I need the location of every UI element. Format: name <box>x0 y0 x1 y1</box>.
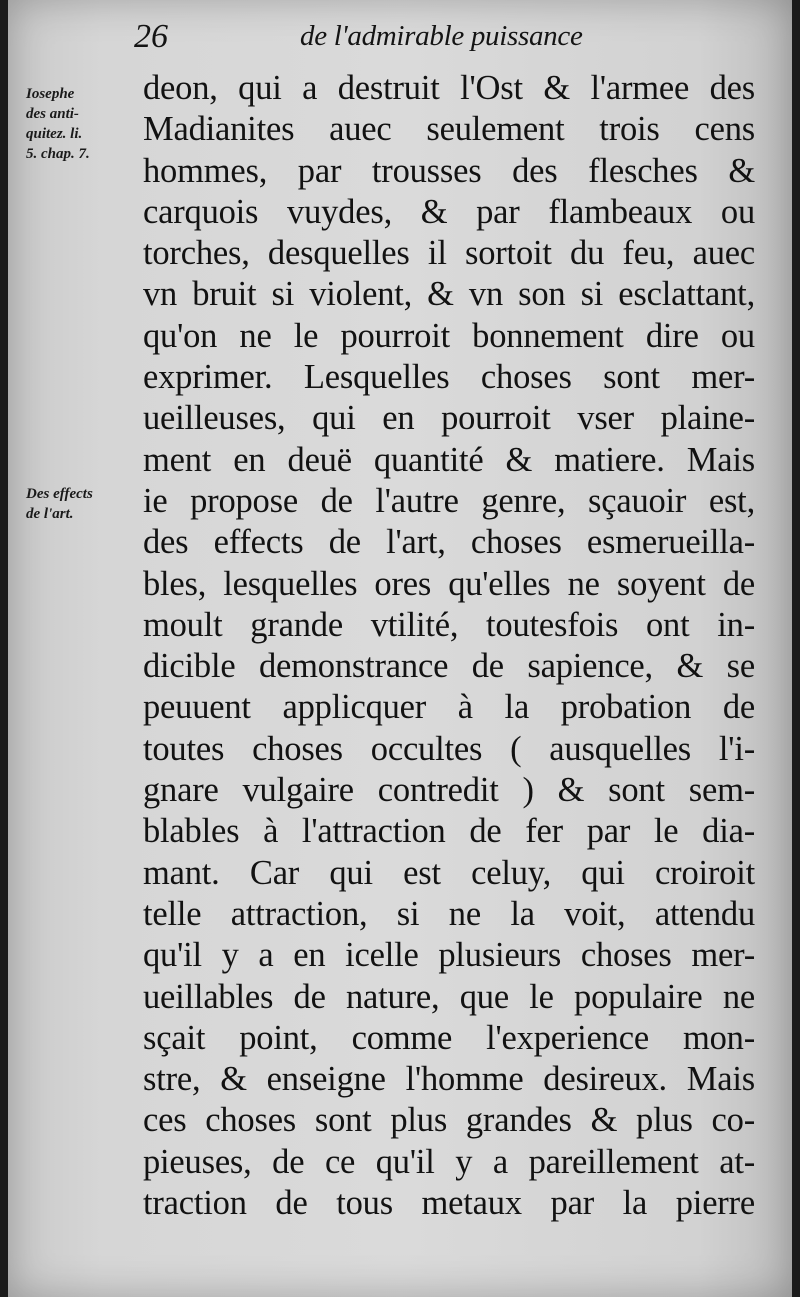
text-line: hommes, par trousses des flesches & <box>143 151 755 190</box>
running-title: de l'admirable puissance <box>300 20 583 52</box>
margin-note-josephus <box>26 84 146 164</box>
text-line: ie propose de l'autre genre, sçauoir est, <box>143 481 755 520</box>
text-line: dicible demonstrance de sapience, & se <box>143 647 755 686</box>
text-line: blables à l'attraction de fer par le dia- <box>143 812 755 851</box>
margin-note-line: de l'art. <box>26 506 74 522</box>
text-line: ueillables de nature, que le populaire ne <box>143 977 755 1016</box>
text-line: bles, lesquelles ores qu'elles ne soyent de <box>143 564 755 603</box>
text-line: peuuent applicquer à la probation de <box>143 688 755 727</box>
text-line: carquois vuydes, & par flambeaux ou <box>143 192 755 231</box>
text-line: torches, desquelles il sortoit du feu, auec <box>143 234 755 273</box>
margin-note-line: 5. chap. 7. <box>26 146 90 162</box>
text-line: telle attraction, si ne la voit, attendu <box>143 894 755 933</box>
book-page <box>8 0 792 1297</box>
margin-note-line: Iosephe <box>26 86 75 102</box>
margin-note-line: Des effects <box>26 486 93 502</box>
text-line: exprimer. Lesquelles choses sont mer- <box>143 358 755 397</box>
margin-note-line: des anti- <box>26 106 79 122</box>
text-line: qu'on ne le pourroit bonnement dire ou <box>143 316 755 355</box>
text-line: qu'il y a en icelle plusieurs choses mer- <box>143 936 755 975</box>
text-line: stre, & enseigne l'homme desireux. Mais <box>143 1060 755 1099</box>
text-line: des effects de l'art, choses esmerueilla- <box>143 523 755 562</box>
text-line: ces choses sont plus grandes & plus co- <box>143 1101 755 1140</box>
text-line: deon, qui a destruit l'Ost & l'armee des <box>143 69 755 107</box>
margin-note-effects <box>26 484 146 524</box>
text-line: vn bruit si violent, & vn son si esclattant, <box>143 275 755 314</box>
text-line: ueilleuses, qui en pourroit vser plaine- <box>143 399 755 438</box>
text-line: gnare vulgaire contredit ) & sont sem- <box>143 771 755 810</box>
text-line: pieuses, de ce qu'il y a pareillement at- <box>143 1142 755 1181</box>
text-line: ment en deuë quantité & matiere. Mais <box>143 440 755 479</box>
text-line: moult grande vtilité, toutesfois ont in- <box>143 605 755 644</box>
text-line: toutes choses occultes ( ausquelles l'i- <box>143 729 755 768</box>
page-number: 26 <box>134 18 168 55</box>
body-text <box>143 68 755 1224</box>
margin-note-line: quitez. li. <box>26 126 83 142</box>
text-line: sçait point, comme l'experience mon- <box>143 1018 755 1057</box>
text-line: traction de tous metaux par la pierre <box>143 1184 755 1223</box>
text-line: Madianites auec seulement trois cens <box>143 110 755 149</box>
text-line: mant. Car qui est celuy, qui croiroit <box>143 853 755 892</box>
page-header <box>8 18 792 68</box>
